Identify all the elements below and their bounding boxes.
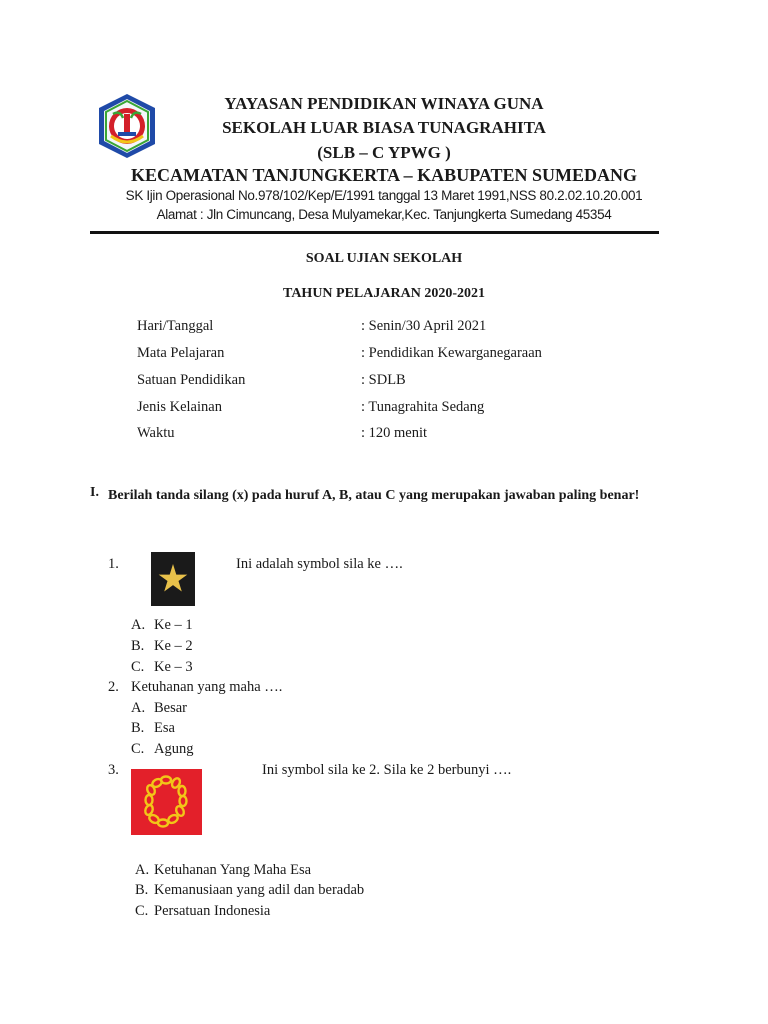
star-symbol-icon	[151, 552, 195, 606]
option-text: Besar	[154, 700, 188, 716]
option-letter: C.	[131, 659, 145, 675]
academic-year: TAHUN PELAJARAN 2020-2021	[283, 286, 485, 301]
question-text: Ini symbol sila ke 2. Sila ke 2 berbunyi ….	[262, 762, 512, 778]
info-value: : Senin/30 April 2021	[361, 318, 487, 334]
info-label: Waktu	[137, 425, 175, 441]
question-number: 1.	[108, 556, 119, 572]
question-text: Ini adalah symbol sila ke ….	[236, 556, 403, 572]
option-text: Agung	[154, 741, 194, 757]
option-letter: C.	[135, 903, 149, 919]
info-value: : Pendidikan Kewarganegaraan	[361, 345, 542, 361]
option-letter: B.	[131, 720, 145, 736]
school-abbreviation: (SLB – C YPWG )	[317, 143, 451, 162]
question-text: Ketuhanan yang maha ….	[131, 679, 283, 695]
info-label: Satuan Pendidikan	[137, 372, 246, 388]
info-value: : 120 menit	[361, 425, 428, 441]
foundation-name: YAYASAN PENDIDIKAN WINAYA GUNA	[224, 94, 544, 113]
option-text: Ketuhanan Yang Maha Esa	[154, 862, 312, 878]
info-label: Jenis Kelainan	[137, 399, 222, 415]
option-letter: C.	[131, 741, 145, 757]
chain-symbol-icon	[131, 769, 202, 835]
option-text: Esa	[154, 720, 175, 736]
header-divider	[90, 231, 659, 234]
option-letter: A.	[131, 700, 146, 716]
option-letter: B.	[131, 638, 145, 654]
info-label: Mata Pelajaran	[137, 345, 225, 361]
exam-title: SOAL UJIAN SEKOLAH	[305, 251, 463, 266]
address-line: Alamat : Jln Cimuncang, Desa Mulyamekar,Kec. Tanjungkerta Sumedang 45354	[156, 207, 612, 222]
option-text: Ke – 2	[154, 638, 193, 654]
option-text: Ke – 1	[154, 617, 193, 633]
option-letter: A.	[131, 617, 146, 633]
option-letter: B.	[135, 882, 149, 898]
section-instruction: Berilah tanda silang (x) pada huruf A, B, atau C yang merupakan jawaban paling benar!	[108, 488, 640, 503]
option-text: Ke – 3	[154, 659, 193, 675]
info-label: Hari/Tanggal	[137, 318, 214, 334]
section-number: I.	[90, 485, 99, 500]
option-letter: A.	[135, 862, 150, 878]
info-value: : SDLB	[361, 372, 406, 388]
info-value: : Tunagrahita Sedang	[361, 399, 485, 415]
school-district: KECAMATAN TANJUNGKERTA – KABUPATEN SUMEDANG	[130, 165, 638, 185]
option-text: Persatuan Indonesia	[154, 903, 271, 919]
license-line: SK Ijin Operasional No.978/102/Kep/E/1991 tanggal 13 Maret 1991,NSS 80.2.02.10.20.001	[125, 188, 643, 203]
question-number: 3.	[108, 762, 119, 778]
question-number: 2.	[108, 679, 119, 695]
option-text: Kemanusiaan yang adil dan beradab	[154, 882, 365, 898]
school-name: SEKOLAH LUAR BIASA TUNAGRAHITA	[222, 118, 546, 137]
